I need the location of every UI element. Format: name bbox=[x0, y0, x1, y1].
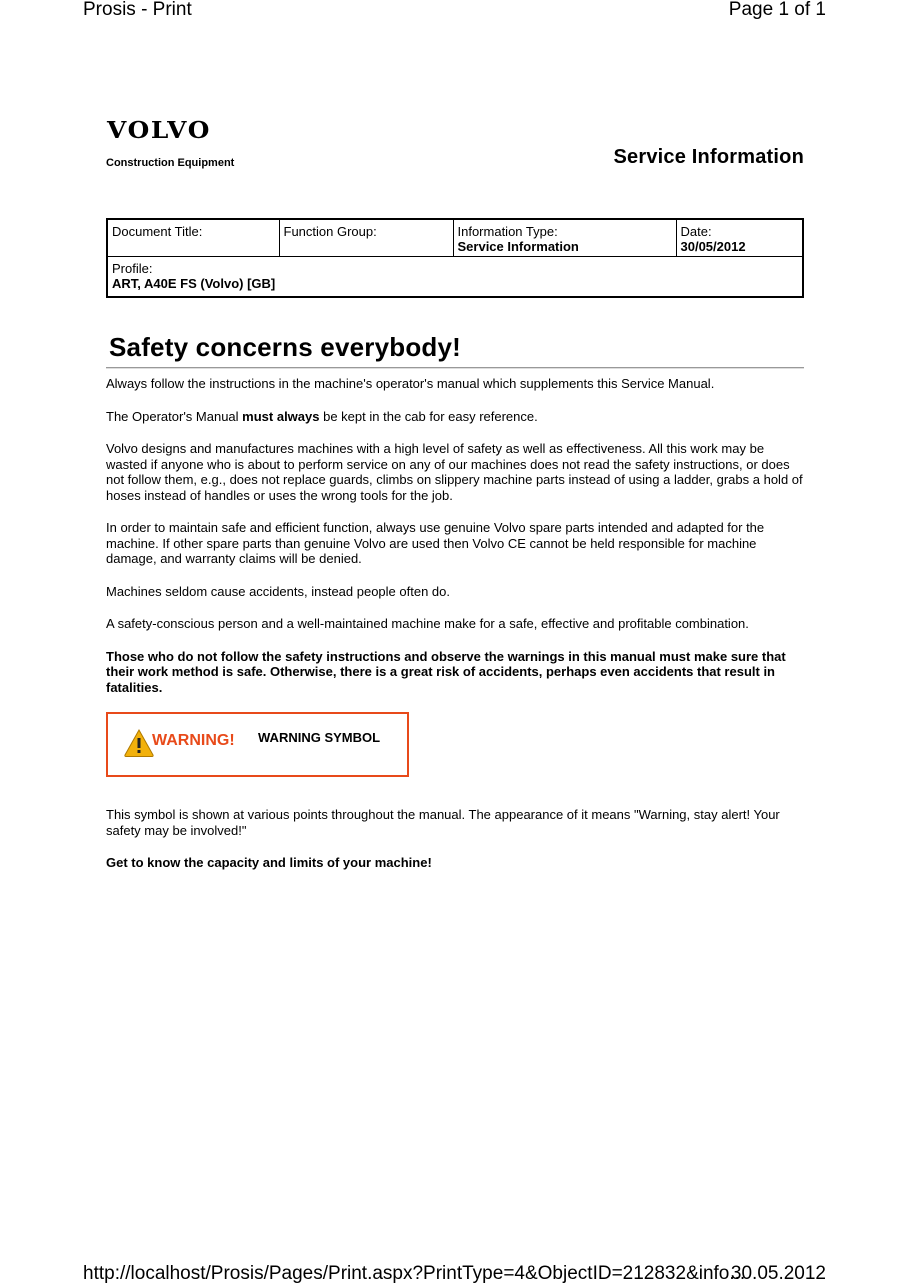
doc-type-heading: Service Information bbox=[613, 146, 804, 168]
document-body bbox=[106, 376, 808, 888]
brand-subtitle: Construction Equipment bbox=[106, 157, 235, 169]
paragraph-safety-warning: Those who do not follow the safety instructions and observe the warnings in this manual must make sure that their work method is safe. Otherwise, there is a great risk of accidents, perhaps even accidents that result in fatalities. bbox=[106, 648, 786, 695]
paragraph-text: be kept in the cab for easy reference. bbox=[319, 408, 538, 424]
profile-label: Profile: bbox=[112, 261, 153, 276]
document-title-cell bbox=[107, 219, 279, 257]
date-cell bbox=[676, 219, 803, 257]
paragraph-machines-seldom: Machines seldom cause accidents, instead people often do. bbox=[106, 583, 450, 599]
paragraph-symbol-meaning: This symbol is shown at various points throughout the manual. The appearance of it means "Warning, stay alert! Your safety may be involved!" bbox=[106, 807, 780, 838]
print-header-page-number: Page 1 of 1 bbox=[728, 0, 826, 20]
print-header-title: Prosis - Print bbox=[83, 0, 192, 20]
paragraph-text: The Operator's Manual bbox=[106, 408, 243, 424]
emphasis-must-always: must always bbox=[242, 408, 320, 424]
information-type-value: Service Information bbox=[457, 239, 579, 254]
warning-label: WARNING! bbox=[152, 732, 235, 749]
warning-symbol-label: WARNING SYMBOL bbox=[258, 730, 381, 745]
information-type-label: Information Type: bbox=[457, 224, 558, 239]
function-group-cell bbox=[279, 219, 453, 257]
volvo-logo: VOLVO bbox=[107, 117, 212, 144]
paragraph-know-limits: Get to know the capacity and limits of your machine! bbox=[106, 855, 432, 870]
paragraph-operators-manual bbox=[106, 409, 808, 425]
profile-cell bbox=[107, 257, 803, 297]
date-value: 30/05/2012 bbox=[680, 239, 746, 254]
date-label: Date: bbox=[680, 224, 712, 239]
print-footer-url: http://localhost/Prosis/Pages/Print.aspx?PrintType=4&ObjectID=212832&info... bbox=[83, 1263, 746, 1284]
page-title: Safety concerns everybody! bbox=[109, 332, 462, 362]
document-metadata-table bbox=[106, 218, 804, 298]
paragraph-follow-instructions: Always follow the instructions in the machine's operator's manual which supplements this Service Manual. bbox=[106, 376, 715, 391]
warning-symbol-box bbox=[106, 712, 409, 777]
document-title-label: Document Title: bbox=[112, 224, 203, 239]
print-footer-date: 30.05.2012 bbox=[730, 1263, 826, 1284]
information-type-cell bbox=[453, 219, 676, 257]
paragraph-volvo-designs: Volvo designs and manufactures machines with a high level of safety as well as effectiveness. All this work may be wasted if anyone who is about to perform service on any of our machines does not read the safety instructions, or does not follow them, e.g., does not replace guards, climbs on slippery machine parts instead of using a ladder, grabs a hold of hoses instead of handles or uses the wrong tools for the job. bbox=[106, 441, 803, 503]
function-group-label: Function Group: bbox=[283, 224, 377, 239]
title-divider bbox=[106, 367, 804, 369]
profile-value: ART, A40E FS (Volvo) [GB] bbox=[112, 276, 276, 291]
paragraph-safety-conscious: A safety-conscious person and a well-maintained machine make for a safe, effective and profitable combination. bbox=[106, 616, 749, 631]
paragraph-spare-parts: In order to maintain safe and efficient function, always use genuine Volvo spare parts intended and adapted for the machine. If other spare parts than genuine Volvo are used then Volvo CE cannot be held responsible for machine damage, and warranty claims will be denied. bbox=[106, 520, 765, 566]
warning-triangle-icon bbox=[123, 728, 155, 758]
